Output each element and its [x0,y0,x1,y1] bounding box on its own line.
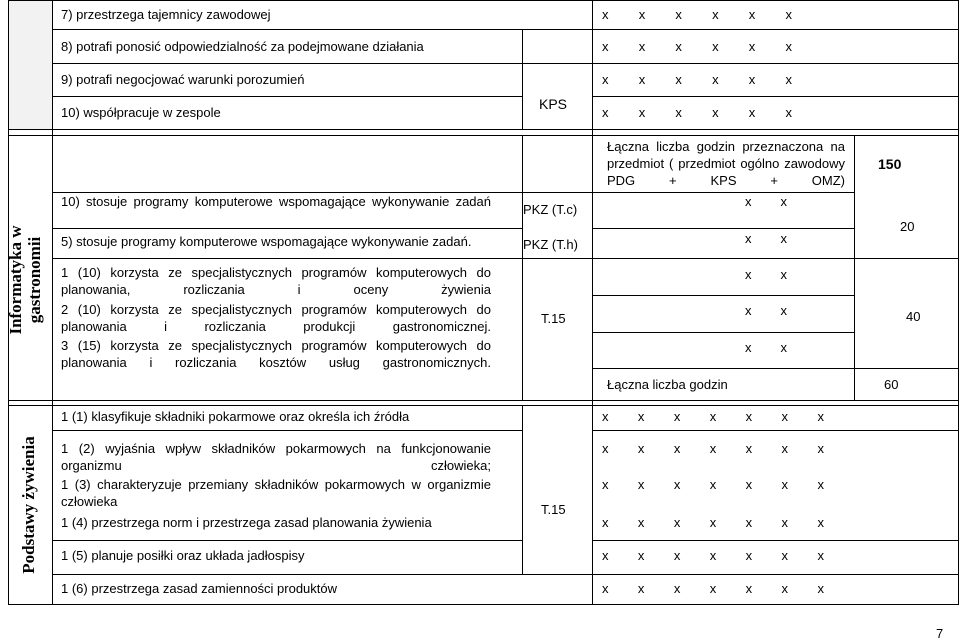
top-row-text: 8) potrafi ponosić odpowiedzialność za podejmowane działania [61,39,424,54]
informatyka-row-text: 10) stosuje programy komputerowe wspomagające wykonywanie zadań [61,194,491,209]
marks-row: x x x x x x x [602,409,824,424]
marks-row: x x x x x x x [602,515,824,530]
section-title-informatyka: Informatyka w gastronomii [6,225,44,335]
informatyka-row-text: 1 (10) korzysta ze specjalistycznych programów komputerowych do planowania, rozliczania i oceny żywienia [61,265,491,297]
code-label: PKZ (T.c) [523,202,578,217]
podstawy-row-text: 1 (6) przestrzega zasad zamienności produktów [61,581,338,596]
total-hours-value: 150 [878,156,902,172]
marks-row: x x [745,231,787,246]
marks-row: x x [745,303,787,318]
section-title-podstawy: Podstawy żywienia [19,436,38,574]
marks-row: x x x x x x x [602,477,824,492]
marks-row: x x [745,267,787,282]
t15-hours: 40 [906,309,921,324]
code-label: T.15 [541,311,566,326]
kps-label: KPS [539,96,568,112]
marks-row: x x x x x x [602,72,792,87]
top-row-text: 7) przestrzega tajemnicy zawodowej [61,7,271,22]
marks-row: x x x x x x x [602,548,824,563]
pkz-hours: 20 [900,219,915,234]
marks-row: x x [745,340,787,355]
podstawy-row-text: 1 (5) planuje posiłki oraz układa jadłospisy [61,548,305,563]
marks-row: x x x x x x x [602,441,824,456]
summary-value: 60 [884,377,899,392]
top-row-text: 10) współpracuje w zespole [61,105,221,120]
informatyka-row-text: 3 (15) korzysta ze specjalistycznych programów komputerowych do planowania i rozliczania kosztów usług gastronomicznych. [61,338,491,370]
top-section-side-cell [8,0,52,130]
marks-row: x x x x x x x [602,581,824,596]
code-label: T.15 [541,502,566,517]
marks-row: x x x x x x [602,39,792,54]
informatyka-row-text: 2 (10) korzysta ze specjalistycznych programów komputerowych do planowania i rozliczania produkcji gastronomicznej. [61,302,491,334]
podstawy-row-text: 1 (4) przestrzega norm i przestrzega zasad planowania żywienia [61,515,432,530]
podstawy-row-text: 1 (3) charakteryzuje przemiany składników pokarmowych w organizmie człowieka [61,477,491,509]
top-row-text: 9) potrafi negocjować warunki porozumień [61,72,305,87]
code-label: PKZ (T.h) [523,237,578,252]
informatyka-row-text: 5) stosuje programy komputerowe wspomagające wykonywanie zadań. [61,234,472,249]
podstawy-row-text: 1 (1) klasyfikuje składniki pokarmowe oraz określa ich źródła [61,409,410,424]
podstawy-row-text: 1 (2) wyjaśnia wpływ składników pokarmowych na funkcjonowanie organizmu człowieka; [61,441,491,473]
marks-row: x x x x x x [602,105,792,120]
marks-row: x x x x x x [602,7,792,22]
marks-row: x x [745,194,787,209]
total-hours-note: Łączna liczba godzin przeznaczona na przedmiot ( przedmiot ogólno zawodowy PDG + KPS + OMZ) [607,139,845,188]
page-number: 7 [936,626,944,641]
summary-label: Łączna liczba godzin [607,377,728,392]
